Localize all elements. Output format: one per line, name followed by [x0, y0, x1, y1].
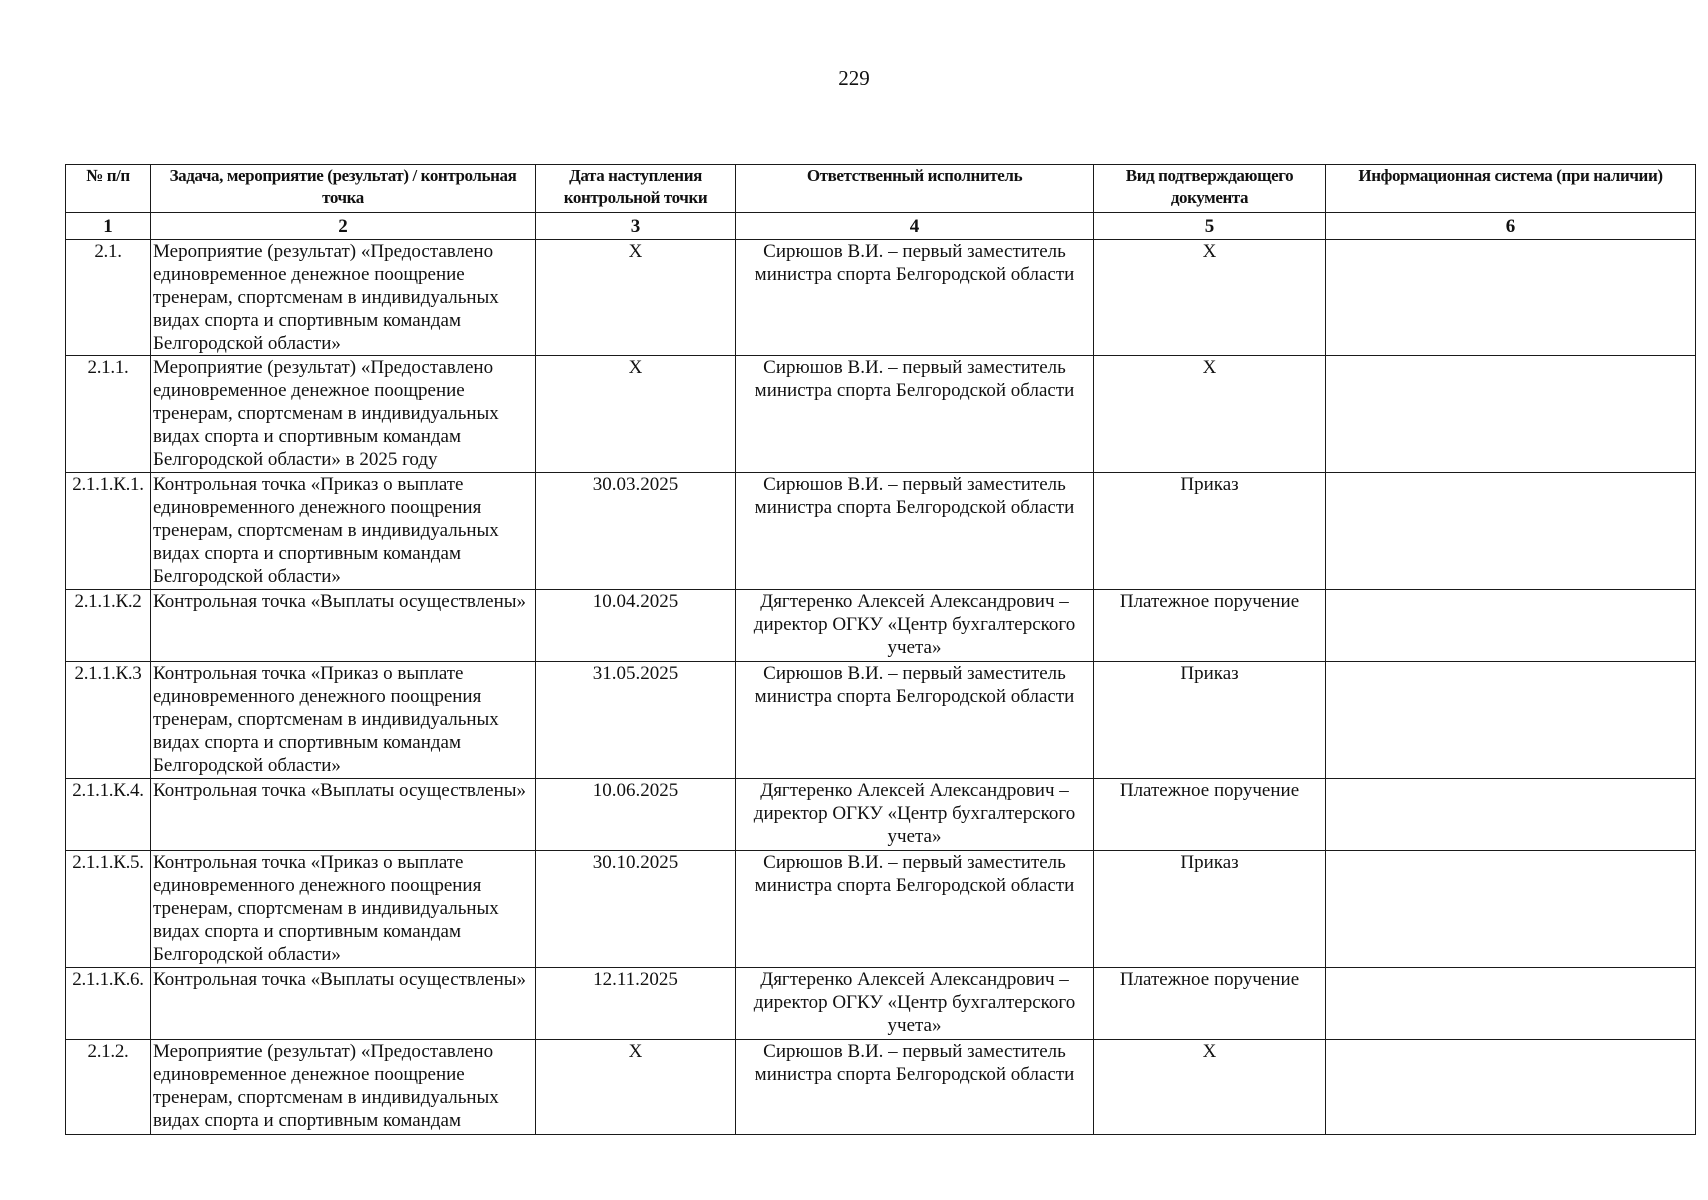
row-number: 2.1.2. — [66, 1040, 151, 1135]
row-system — [1326, 1040, 1696, 1135]
row-number: 2.1.1.К.6. — [66, 968, 151, 1040]
row-responsible: Дягтеренко Алексей Александрович – директор ОГКУ «Центр бухгалтерского учета» — [736, 590, 1094, 662]
row-system — [1326, 356, 1696, 473]
row-date: 30.03.2025 — [536, 473, 736, 590]
table-row — [66, 968, 1696, 1040]
table-row — [66, 1040, 1696, 1135]
row-responsible: Сирюшов В.И. – первый заместитель министра спорта Белгородской области — [736, 1040, 1094, 1135]
row-system — [1326, 851, 1696, 968]
row-system — [1326, 662, 1696, 779]
plan-table — [65, 164, 1696, 1135]
row-responsible: Дягтеренко Алексей Александрович – директор ОГКУ «Центр бухгалтерского учета» — [736, 968, 1094, 1040]
row-task: Контрольная точка «Выплаты осуществлены» — [151, 779, 536, 851]
row-number: 2.1.1.К.4. — [66, 779, 151, 851]
row-date: 31.05.2025 — [536, 662, 736, 779]
row-document: X — [1094, 1040, 1326, 1135]
row-date: 12.11.2025 — [536, 968, 736, 1040]
row-responsible: Сирюшов В.И. – первый заместитель министра спорта Белгородской области — [736, 662, 1094, 779]
table-header-row — [66, 165, 1696, 213]
row-number: 2.1.1. — [66, 356, 151, 473]
table-row — [66, 851, 1696, 968]
row-system — [1326, 968, 1696, 1040]
table-row — [66, 473, 1696, 590]
table-row — [66, 590, 1696, 662]
row-system — [1326, 590, 1696, 662]
row-task: Контрольная точка «Выплаты осуществлены» — [151, 968, 536, 1040]
column-numbers-row — [66, 213, 1696, 240]
header-date: Дата наступления контрольной точки — [536, 165, 736, 213]
column-number: 6 — [1326, 213, 1696, 240]
column-number: 2 — [151, 213, 536, 240]
row-number: 2.1. — [66, 240, 151, 356]
row-date: X — [536, 356, 736, 473]
column-number: 5 — [1094, 213, 1326, 240]
row-task: Контрольная точка «Выплаты осуществлены» — [151, 590, 536, 662]
row-document: Приказ — [1094, 851, 1326, 968]
column-number: 1 — [66, 213, 151, 240]
row-number: 2.1.1.К.1. — [66, 473, 151, 590]
header-task: Задача, мероприятие (результат) / контрольная точка — [151, 165, 536, 213]
row-date: X — [536, 1040, 736, 1135]
header-number: № п/п — [66, 165, 151, 213]
row-responsible: Сирюшов В.И. – первый заместитель министра спорта Белгородской области — [736, 356, 1094, 473]
row-date: 30.10.2025 — [536, 851, 736, 968]
row-number: 2.1.1.К.5. — [66, 851, 151, 968]
row-task: Контрольная точка «Приказ о выплате единовременного денежного поощрения тренерам, спортсменам в индивидуальных видах спорта и спортивным командам Белгородской области» — [151, 662, 536, 779]
row-document: Приказ — [1094, 662, 1326, 779]
page-number: 229 — [838, 66, 870, 90]
row-task: Мероприятие (результат) «Предоставлено единовременное денежное поощрение тренерам, спортсменам в индивидуальных видах спорта и спортивным командам Белгородской области» в 2025 году — [151, 356, 536, 473]
row-date: 10.04.2025 — [536, 590, 736, 662]
row-document: Платежное поручение — [1094, 590, 1326, 662]
row-date: 10.06.2025 — [536, 779, 736, 851]
row-task: Мероприятие (результат) «Предоставлено единовременное денежное поощрение тренерам, спортсменам в индивидуальных видах спорта и спортивным командам Белгородской области» — [151, 240, 536, 356]
row-number: 2.1.1.К.3 — [66, 662, 151, 779]
table-row — [66, 356, 1696, 473]
row-date: X — [536, 240, 736, 356]
column-number: 3 — [536, 213, 736, 240]
column-number: 4 — [736, 213, 1094, 240]
row-document: Приказ — [1094, 473, 1326, 590]
header-document: Вид подтверждающего документа — [1094, 165, 1326, 213]
row-system — [1326, 779, 1696, 851]
row-document: X — [1094, 356, 1326, 473]
row-responsible: Дягтеренко Алексей Александрович – директор ОГКУ «Центр бухгалтерского учета» — [736, 779, 1094, 851]
row-document: X — [1094, 240, 1326, 356]
row-task: Контрольная точка «Приказ о выплате единовременного денежного поощрения тренерам, спортсменам в индивидуальных видах спорта и спортивным командам Белгородской области» — [151, 851, 536, 968]
row-task: Мероприятие (результат) «Предоставлено единовременное денежное поощрение тренерам, спортсменам в индивидуальных видах спорта и спортивным командам — [151, 1040, 536, 1135]
row-document: Платежное поручение — [1094, 968, 1326, 1040]
row-system — [1326, 473, 1696, 590]
row-document: Платежное поручение — [1094, 779, 1326, 851]
header-system: Информационная система (при наличии) — [1326, 165, 1696, 213]
row-system — [1326, 240, 1696, 356]
header-responsible: Ответственный исполнитель — [736, 165, 1094, 213]
table-row — [66, 240, 1696, 356]
row-responsible: Сирюшов В.И. – первый заместитель министра спорта Белгородской области — [736, 240, 1094, 356]
row-task: Контрольная точка «Приказ о выплате единовременного денежного поощрения тренерам, спортсменам в индивидуальных видах спорта и спортивным командам Белгородской области» — [151, 473, 536, 590]
table-row — [66, 779, 1696, 851]
row-responsible: Сирюшов В.И. – первый заместитель министра спорта Белгородской области — [736, 473, 1094, 590]
row-number: 2.1.1.К.2 — [66, 590, 151, 662]
row-responsible: Сирюшов В.И. – первый заместитель министра спорта Белгородской области — [736, 851, 1094, 968]
table-row — [66, 662, 1696, 779]
